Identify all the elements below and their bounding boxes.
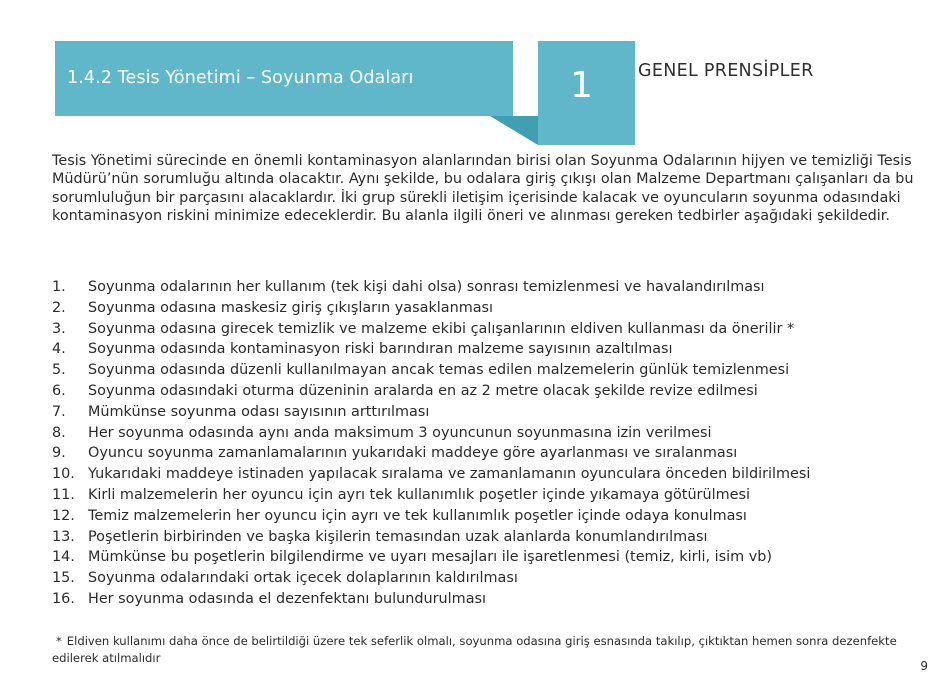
page-number: 9	[920, 659, 928, 673]
list-item	[52, 402, 932, 423]
list-item-text: Poşetlerin birbirinden ve başka kişilerin temasından uzak alanlarda konumlandırılması	[88, 528, 708, 545]
list-item-text: Her soyunma odasında el dezenfektanı bulundurulması	[88, 590, 487, 607]
list-item-number: 7.	[52, 403, 66, 420]
list-item-number: 15.	[52, 570, 75, 587]
list-item	[52, 319, 932, 340]
list-item-text: Soyunma odasındaki oturma düzeninin aralarda en az 2 metre olacak şekilde revize edilmesi	[88, 382, 758, 399]
list-item	[52, 443, 932, 464]
list-item-number: 5.	[52, 362, 66, 379]
list-item-number: 10.	[52, 466, 75, 483]
list-item	[52, 485, 932, 506]
list-item-text: Yukarıdaki maddeye istinaden yapılacak sıralama ve zamanlamanın oyunculara önceden bildirilmesi	[88, 466, 811, 483]
list-item	[52, 527, 932, 548]
intro-paragraph: Tesis Yönetimi sürecinde en önemli kontaminasyon alanlarından birisi olan Soyunma Odalarının hijyen ve temizliği Tesis Müdürü’nün sorumluğu altında olacaktır. Aynı şekilde, bu odalara giriş çıkışı olan Malzeme Departmanı çalışanları da bu sorumluluğun bir parçasını alacaklardır. İki grup sürekli iletişim içerisinde kalacak ve oyuncuların soyunma odasındaki kontaminasyon riskini minimize edeceklerdir. Bu alanla ilgili öneri ve alınması gereken tedbirler aşağıdaki şekildedir.	[52, 153, 914, 224]
list-item	[52, 464, 932, 485]
list-item-number: 14.	[52, 549, 75, 566]
list-item-number: 8.	[52, 424, 66, 441]
list-item-text: Soyunma odasına maskesiz giriş çıkışların yasaklanması	[88, 299, 494, 316]
list-item	[52, 360, 932, 381]
list-item-text: Oyuncu soyunma zamanlamalarının yukarıdaki maddeye göre ayarlanması ve sıralanması	[88, 445, 738, 462]
list-item-number: 4.	[52, 341, 66, 358]
list-item-number: 6.	[52, 382, 66, 399]
list-item-text: Soyunma odasında düzenli kullanılmayan ancak temas edilen malzemelerin günlük temizlenmesi	[88, 362, 790, 379]
list-item	[52, 423, 932, 444]
footnote-mark: *	[56, 634, 62, 648]
list-item-number: 16.	[52, 590, 75, 607]
page-title: 1.4.2 Tesis Yönetimi – Soyunma Odaları	[67, 68, 414, 88]
list-item-text: Mümkünse bu poşetlerin bilgilendirme ve uyarı mesajları ile işaretlenmesi (temiz, kirli, isim vb)	[88, 549, 773, 566]
list-item	[52, 277, 932, 298]
list-item-text: Mümkünse soyunma odası sayısının arttırılması	[88, 403, 430, 420]
banner-fold-shadow	[490, 116, 538, 145]
footnote-text: Eldiven kullanımı daha önce de belirtildiği üzere tek seferlik olmalı, soyunma odasına giriş esnasında takılıp, çıktıktan hemen sonra dezenfekte edilerek atılmalıdır	[52, 634, 897, 665]
list-item-number: 11.	[52, 486, 75, 503]
section-banner	[490, 41, 937, 145]
section-title: GENEL PRENSİPLER	[638, 61, 814, 81]
list-item-text: Her soyunma odasında aynı anda maksimum 3 oyuncunun soyunmasına izin verilmesi	[88, 424, 712, 441]
section-number: 1	[570, 65, 593, 106]
list-item-number: 2.	[52, 299, 66, 316]
list-item	[52, 547, 932, 568]
footnote	[52, 633, 922, 667]
list-item-text: Kirli malzemelerin her oyuncu için ayrı tek kullanımlık poşetler içinde yıkamaya götürülmesi	[88, 486, 750, 503]
list-item-text: Soyunma odasına girecek temizlik ve malzeme ekibi çalışanlarının eldiven kullanması da önerilir *	[88, 320, 795, 337]
list-item-number: 13.	[52, 528, 75, 545]
list-item	[52, 381, 932, 402]
list-item-number: 1.	[52, 279, 66, 295]
list-item-number: 3.	[52, 320, 66, 337]
list-item	[52, 298, 932, 319]
list-item-text: Soyunma odalarındaki ortak içecek dolaplarının kaldırılması	[88, 570, 518, 587]
list-item	[52, 506, 932, 527]
list-item-text: Soyunma odasında kontaminasyon riski barındıran malzeme sayısının azaltılması	[88, 341, 673, 358]
list-item	[52, 589, 932, 610]
list-item-number: 9.	[52, 445, 66, 462]
list-item-text: Soyunma odalarının her kullanım (tek kişi dahi olsa) sonrası temizlenmesi ve havalandırılması	[88, 279, 765, 295]
section-title-panel	[635, 41, 937, 145]
list-item-number: 12.	[52, 507, 75, 524]
list-item	[52, 568, 932, 589]
measures-list	[52, 277, 932, 610]
list-item	[52, 339, 932, 360]
list-item-text: Temiz malzemelerin her oyuncu için ayrı ve tek kullanımlık poşetler içinde odaya konulması	[88, 507, 747, 524]
